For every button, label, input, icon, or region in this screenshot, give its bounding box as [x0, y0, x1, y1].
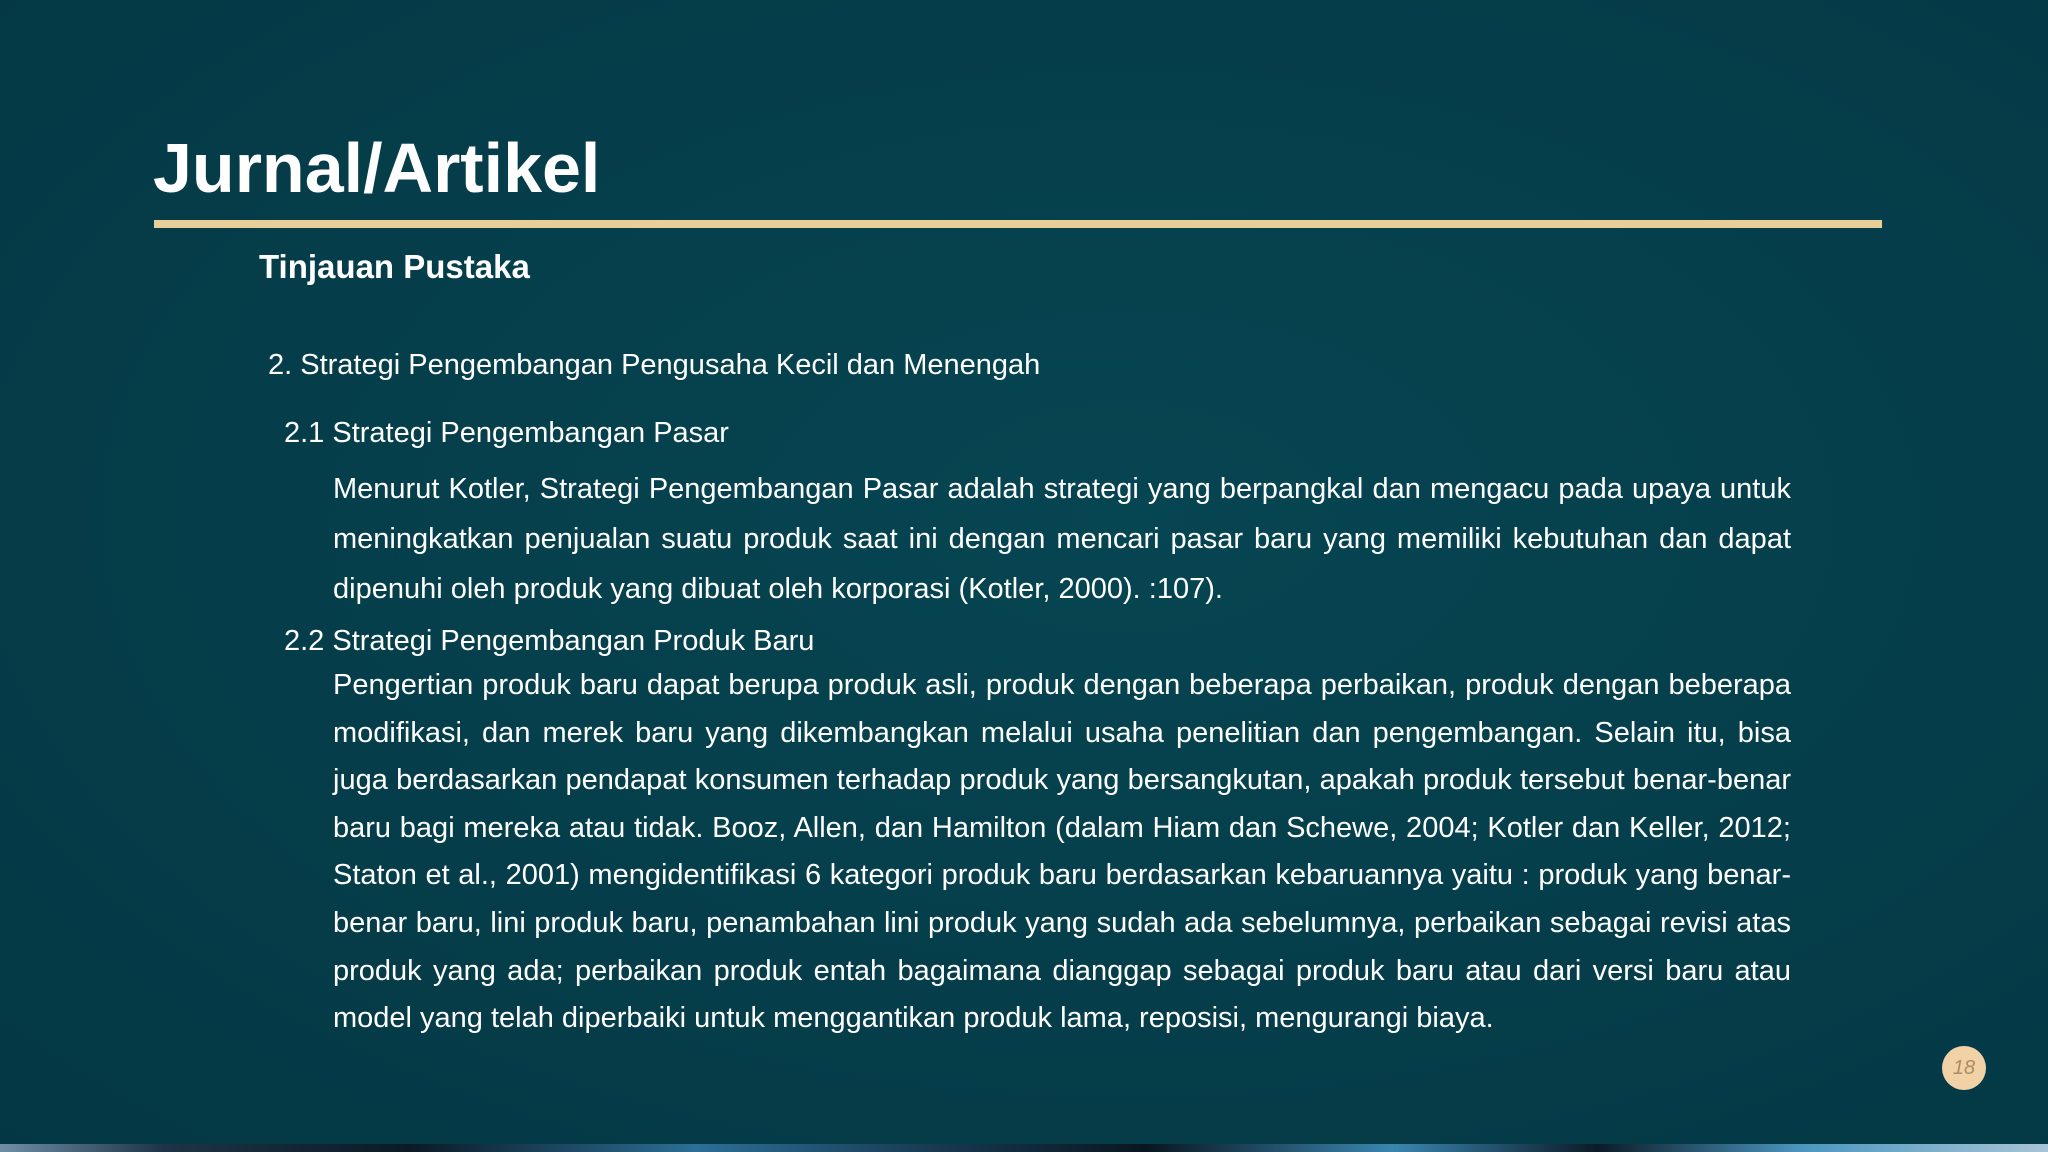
subsection-heading-new-product-development: 2.2 Strategi Pengembangan Produk Baru	[284, 625, 815, 657]
bottom-decorative-strip	[0, 1144, 2048, 1152]
subsection-body-market-development: Menurut Kotler, Strategi Pengembangan Pasar adalah strategi yang berpangkal dan mengacu pada upaya untuk meningkatkan penjualan suatu produk saat ini dengan mencari pasar baru yang memiliki kebutuhan dan dapat dipenuhi oleh produk yang dibuat oleh korporasi (Kotler, 2000). :107).	[333, 473, 1791, 605]
title-underline	[154, 220, 1882, 228]
subsection-heading-market-development: 2.1 Strategi Pengembangan Pasar	[284, 417, 729, 449]
subsection-body-new-product-development: Pengertian produk baru dapat berupa produk asli, produk dengan beberapa perbaikan, produk dengan beberapa modifikasi, dan merek baru yang dikembangkan melalui usaha penelitian dan pengembangan. Selain itu, bisa juga berdasarkan pendapat konsumen terhadap produk yang bersangkutan, apakah produk tersebut benar-benar baru bagi mereka atau tidak. Booz, Allen, dan Hamilton (dalam Hiam dan Schewe, 2004; Kotler dan Keller, 2012; Staton et al., 2001) mengidentifikasi 6 kategori produk baru berdasarkan kebaruannya yaitu : produk yang benar-benar baru, lini produk baru, penambahan lini produk yang sudah ada sebelumnya, perbaikan sebagai revisi atas produk yang ada; perbaikan produk entah bagaimana dianggap sebagai produk baru atau dari versi baru atau model yang telah diperbaiki untuk menggantikan produk lama, reposisi, mengurangi biaya.	[333, 669, 1791, 1035]
slide-title: Jurnal/Artikel	[153, 129, 601, 207]
section-heading: 2. Strategi Pengembangan Pengusaha Kecil dan Menengah	[268, 349, 1041, 381]
slide-subtitle: Tinjauan Pustaka	[259, 248, 530, 285]
page-number-badge: 18	[1942, 1046, 1986, 1090]
